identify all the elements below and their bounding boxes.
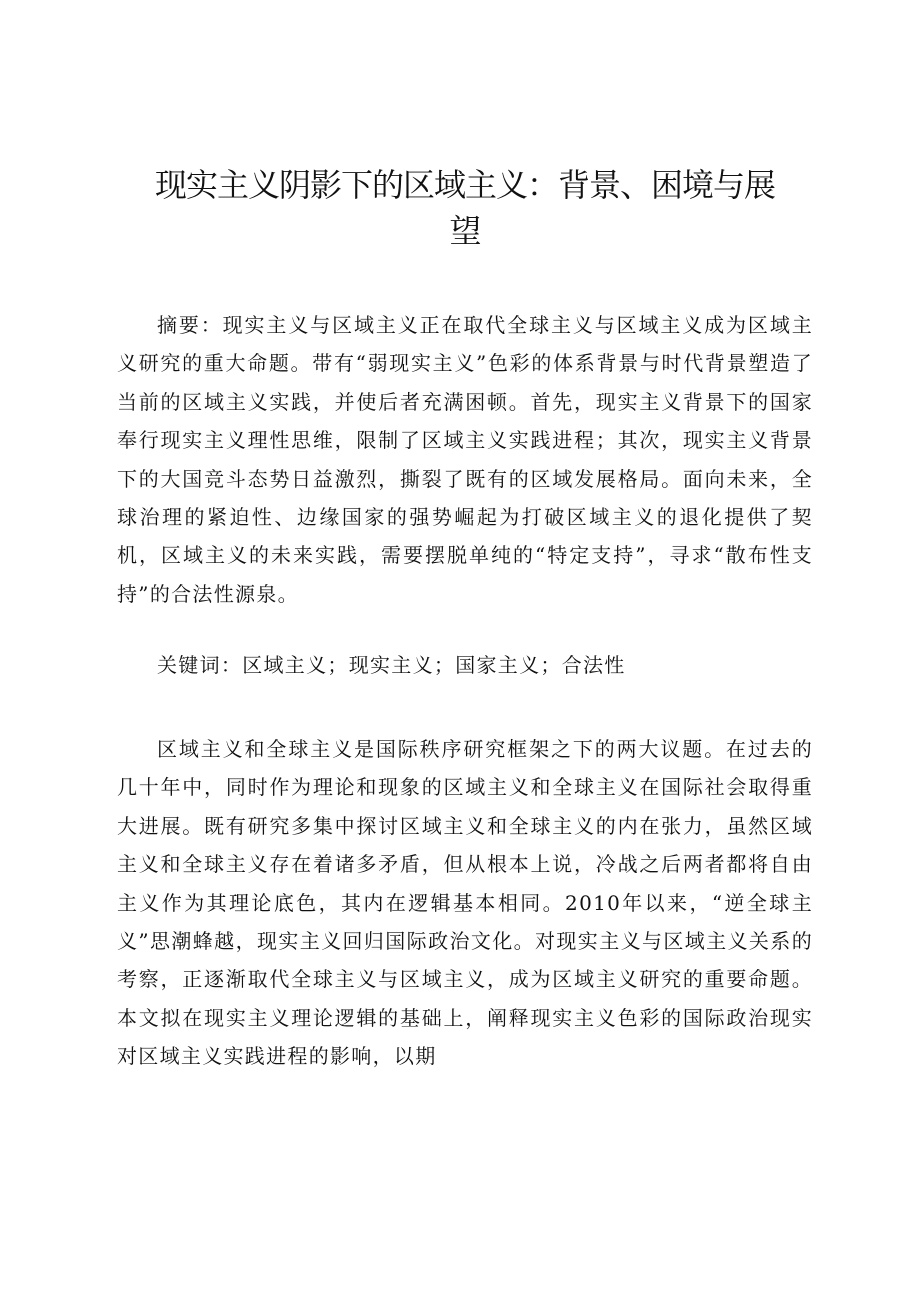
document-title: 现实主义阴影下的区域主义：背景、困境与展望 — [154, 166, 775, 250]
body-paragraph: 区域主义和全球主义是国际秩序研究框架之下的两大议题。在过去的几十年中，同时作为理论和现象的区域主义和全球主义在国际社会取得重大进展。既有研究多集中探讨区域主义和全球主义的内在张力，虽然区域主义和全球主义存在着诸多矛盾，但从根本上说，冷战之后两者都将自由主义作为其理论底色，其内在逻辑基本相同。2010年以来，“逆全球主义”思潮蜂越，现实主义回归国际政治文化。对现实主义与区域主义关系的考察，正逐渐取代全球主义与区域主义，成为区域主义研究的重要命题。本文拟在现实主义理论逻辑的基础上，阐释现实主义色彩的国际政治现实对区域主义实践进程的影响，以期 — [117, 737, 813, 1069]
abstract-section — [117, 306, 813, 613]
abstract-paragraph: 摘要：现实主义与区域主义正在取代全球主义与区域主义成为区域主义研究的重大命题。带有“弱现实主义”色彩的体系背景与时代背景塑造了当前的区域主义实践，并使后者充满困顿。首先，现实主义背景下的国家奉行现实主义理性思维，限制了区域主义实践进程；其次，现实主义背景下的大国竞斗态势日益激烈，撕裂了既有的区域发展格局。面向未来，全球治理的紧迫性、边缘国家的强势崛起为打破区域主义的退化提供了契机，区域主义的未来实践，需要摆脱单纯的“特定支持”，寻求“散布性支持”的合法性源泉。 — [117, 313, 813, 606]
keywords-line: 关键词：区域主义；现实主义；国家主义；合法性 — [157, 653, 626, 677]
keywords-section — [117, 646, 813, 684]
body-section — [117, 730, 813, 1076]
